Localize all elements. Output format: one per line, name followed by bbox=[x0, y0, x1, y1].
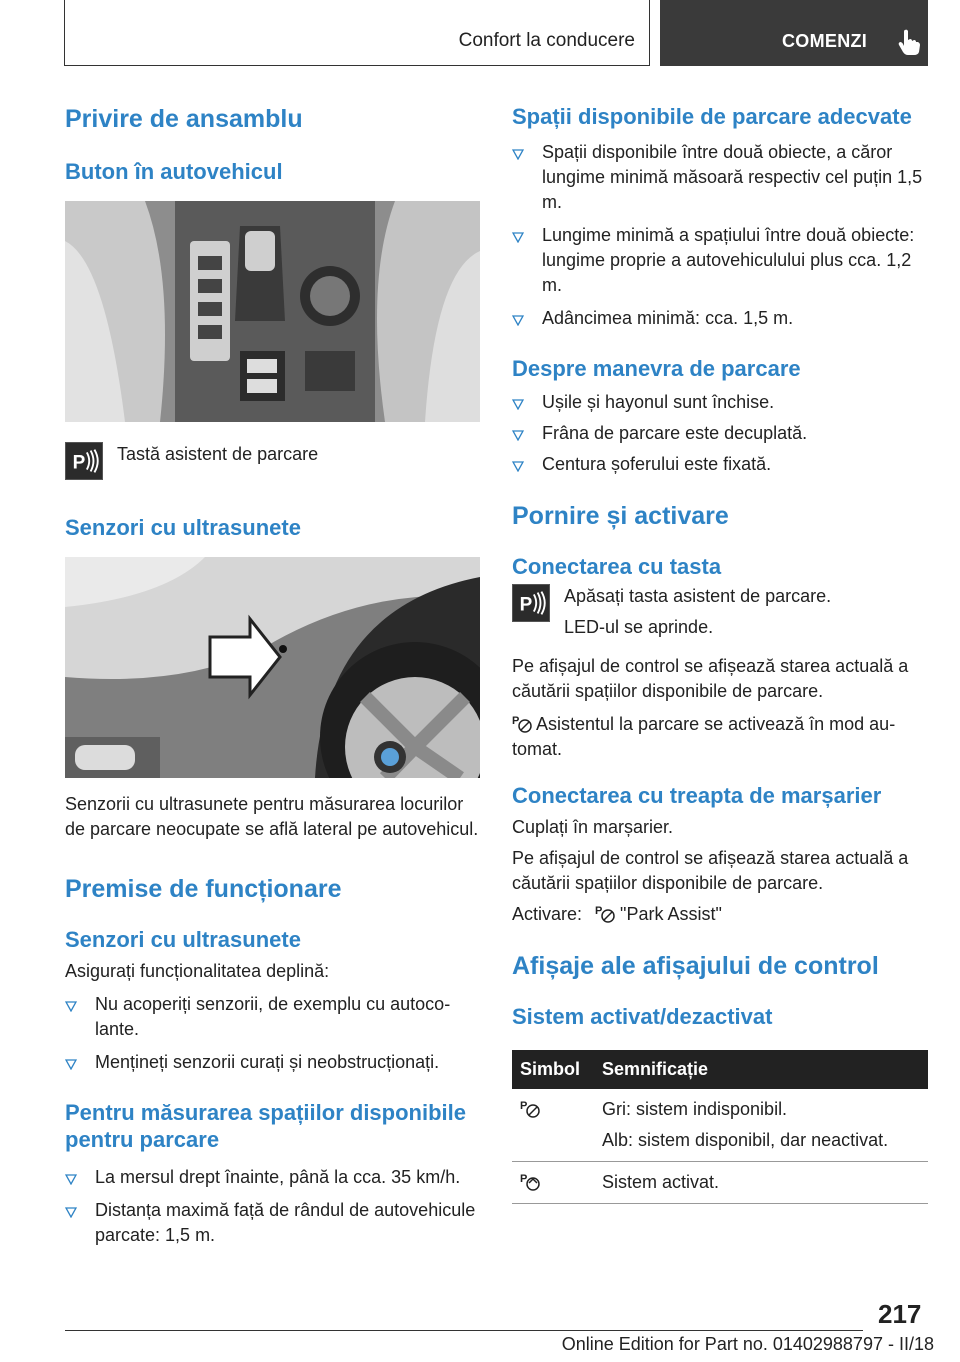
page-number: 217 bbox=[878, 1299, 922, 1329]
list-item: Frâna de parcare este decuplată. bbox=[512, 421, 928, 446]
pointing-hand-icon bbox=[896, 28, 922, 56]
suitable-spaces-subtitle: Spații disponibile de parcare adecvate bbox=[512, 104, 912, 129]
list-item: Ușile și hayonul sunt închise. bbox=[512, 390, 928, 415]
list-item: La mersul drept înainte, până la cca. 35 km/h. bbox=[65, 1165, 480, 1190]
sensors-description: Senzorii cu ultrasunete pentru măsurarea locurilor de parcare neocupate se află lateral pe autovehicul. bbox=[65, 794, 479, 839]
system-status-subtitle: Sistem activat/dezactivat bbox=[512, 1004, 773, 1029]
triangle-bullet-icon bbox=[512, 429, 524, 441]
triangle-bullet-icon bbox=[512, 398, 524, 410]
list-item: Nu acoperiți senzorii, de exemplu cu autocolante. bbox=[65, 992, 480, 1042]
park-assist-display-icon bbox=[595, 903, 615, 923]
triangle-bullet-icon bbox=[512, 148, 524, 160]
list-item: Adâncimea minimă: cca. 1,5 m. bbox=[512, 306, 928, 331]
press-key-instruction: Apăsați tasta asistent de parcare. bbox=[564, 586, 832, 606]
svg-text:P: P bbox=[520, 1173, 528, 1185]
header-chapter-title: COMENZI bbox=[782, 31, 868, 51]
svg-text:P: P bbox=[512, 715, 520, 727]
triangle-bullet-icon bbox=[512, 314, 524, 326]
meaning-gray: Gri: sistem indisponibil. bbox=[602, 1099, 788, 1119]
list-item: Mențineți senzorii curați și neobstrucționați. bbox=[65, 1050, 480, 1075]
right-column bbox=[512, 100, 928, 1204]
reverse-gear-subtitle: Conectarea cu treapta de marșarier bbox=[512, 783, 882, 808]
table-row bbox=[512, 1162, 928, 1204]
list-item: Lungime minimă a spațiului între două obiecte: lungime proprie a autovehiculului plus cca. 1,2 m. bbox=[512, 223, 928, 298]
park-assist-key-icon bbox=[512, 584, 550, 622]
measure-spaces-subtitle: Pentru măsurarea spațiilor disponibile pentru parcare bbox=[65, 1100, 466, 1152]
center-console-photo bbox=[65, 201, 480, 422]
park-assist-unavailable-icon bbox=[520, 1098, 540, 1118]
park-assist-key-caption: Tastă asistent de parcare bbox=[117, 444, 319, 464]
svg-text:P: P bbox=[519, 594, 533, 616]
ultrasonic-sensors-subtitle-2: Senzori cu ultrasunete bbox=[65, 927, 301, 952]
symbol-meaning-table bbox=[512, 1050, 928, 1204]
ultrasonic-sensors-subtitle: Senzori cu ultrasunete bbox=[65, 515, 301, 540]
header-section-title: Confort la conducere bbox=[458, 30, 635, 51]
svg-text:P: P bbox=[72, 452, 86, 474]
svg-text:P: P bbox=[595, 905, 603, 917]
header-chapter-tab[interactable] bbox=[660, 0, 928, 66]
park-assist-display-icon bbox=[512, 713, 532, 733]
start-activation-title: Pornire și activare bbox=[512, 502, 729, 530]
control-display-status-text-2: Pe afișajul de control se afișează starea actuală a căutării spațiilor disponibile de parcare. bbox=[512, 848, 909, 893]
header-section-box bbox=[64, 0, 650, 66]
premise-title: Premise de funcționare bbox=[65, 875, 342, 903]
maneuver-subtitle: Despre manevra de parcare bbox=[512, 356, 801, 381]
table-header-meaning: Semnificație bbox=[594, 1050, 928, 1089]
park-assist-active-icon bbox=[520, 1171, 540, 1191]
ensure-functionality-text: Asigurați funcționalitatea deplină: bbox=[65, 961, 330, 981]
table-row bbox=[512, 1089, 928, 1162]
list-item: Centura șoferului este fixată. bbox=[512, 452, 928, 477]
overview-title: Privire de ansamblu bbox=[65, 105, 303, 133]
triangle-bullet-icon bbox=[65, 1058, 77, 1070]
ultrasonic-sensor-location-photo bbox=[65, 557, 480, 778]
meaning-activated: Sistem activat. bbox=[602, 1172, 720, 1192]
activation-line: Activare: P "Park Assist" bbox=[512, 904, 722, 924]
triangle-bullet-icon bbox=[65, 1000, 77, 1012]
key-activation-row bbox=[512, 584, 928, 640]
svg-text:P: P bbox=[520, 1100, 528, 1112]
triangle-bullet-icon bbox=[512, 460, 524, 472]
triangle-bullet-icon bbox=[65, 1206, 77, 1218]
park-assist-key-icon bbox=[65, 442, 103, 480]
key-activation-subtitle: Conectarea cu tasta bbox=[512, 554, 722, 579]
auto-activation-text: P Asistentul la parcare se activează în mod automat. bbox=[512, 714, 896, 759]
list-item: Distanța maximă față de rândul de autovehicule parcate: 1,5 m. bbox=[65, 1198, 480, 1248]
led-lights-text: LED-ul se aprinde. bbox=[564, 617, 714, 637]
triangle-bullet-icon bbox=[65, 1173, 77, 1185]
table-header-symbol: Simbol bbox=[512, 1050, 594, 1089]
triangle-bullet-icon bbox=[512, 231, 524, 243]
park-assist-key-row bbox=[65, 442, 480, 482]
footer-edition-text: Online Edition for Part no. 01402988797 - II/18 bbox=[561, 1334, 934, 1354]
engage-reverse-text: Cuplați în marșarier. bbox=[512, 817, 674, 837]
left-column bbox=[65, 100, 480, 1248]
footer-divider bbox=[65, 1330, 863, 1331]
list-item: Spații disponibile între două obiecte, a căror lungime minimă măsoară respectiv cel puțin 1,5 m. bbox=[512, 140, 928, 215]
meaning-white: Alb: sistem disponibil, dar neactivat. bbox=[602, 1130, 889, 1150]
control-display-status-text: Pe afișajul de control se afișează starea actuală a căutării spațiilor disponibile de parcare. bbox=[512, 656, 909, 701]
displays-title: Afișaje ale afișajului de control bbox=[512, 952, 879, 980]
button-in-vehicle-subtitle: Buton în autovehicul bbox=[65, 159, 283, 184]
